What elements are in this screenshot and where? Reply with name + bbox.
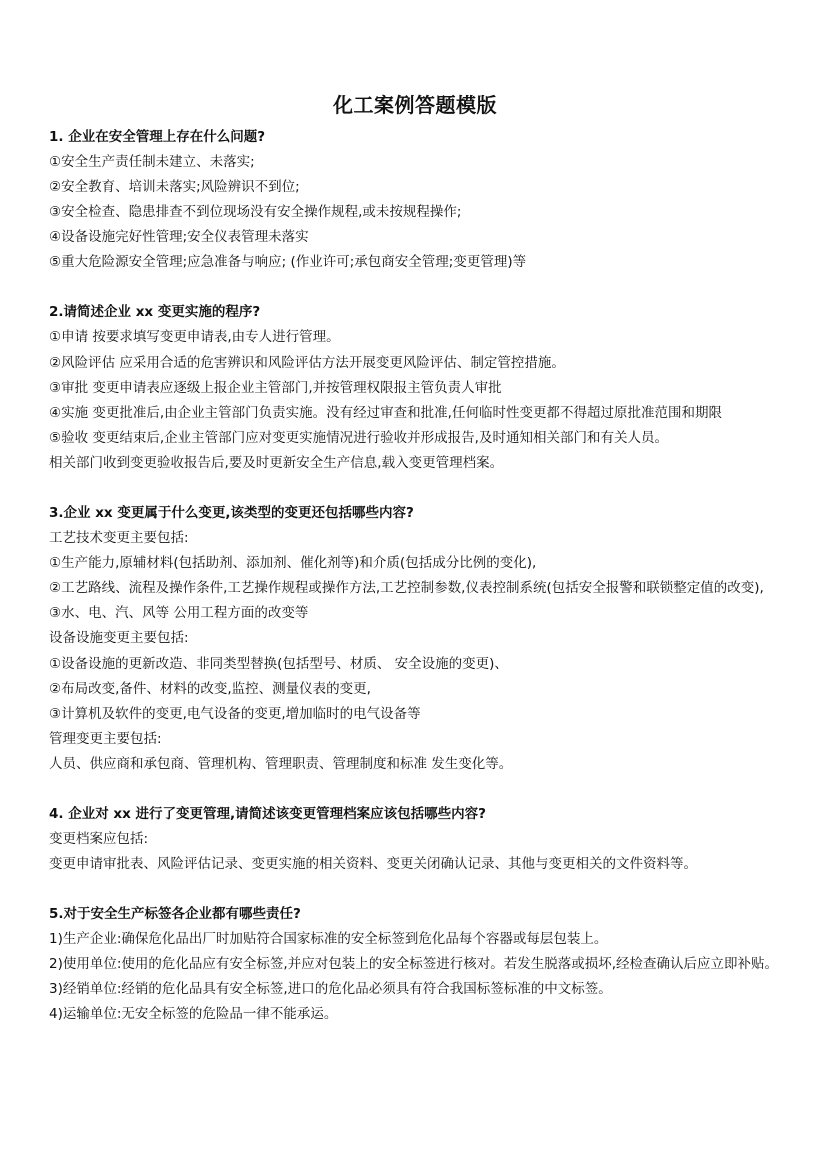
- question-section-2: [49, 300, 785, 476]
- answer-line: ②风险评估 应采用合适的危害辨识和风险评估方法开展变更风险评估、制定管控措施。: [49, 354, 565, 371]
- question-section-4: [49, 802, 785, 877]
- answer-line: ⑤验收 变更结束后,企业主管部门应对变更实施情况进行验收并形成报告,及时通知相关部门和有关人员。: [49, 429, 668, 446]
- answer-line: ④设备设施完好性管理;安全仪表管理未落实: [49, 229, 309, 246]
- question-section-5: [49, 902, 785, 1027]
- answer-line: 变更档案应包括:: [49, 830, 149, 847]
- answer-line: ③安全检查、隐患排查不到位现场没有安全操作规程,或未按规程操作;: [49, 204, 462, 221]
- answer-line: 管理变更主要包括:: [49, 730, 162, 747]
- question-section-3: [49, 501, 785, 777]
- answer-line: ③水、电、汽、风等 公用工程方面的改变等: [49, 605, 309, 622]
- answer-line: 工艺技术变更主要包括:: [49, 530, 189, 547]
- answer-line: 设备设施变更主要包括:: [49, 630, 189, 647]
- answer-line: ⑤重大危险源安全管理;应急准备与响应; (作业许可;承包商安全管理;变更管理)等: [49, 254, 527, 271]
- answer-line: ③审批 变更申请表应逐级上报企业主管部门,并按管理权限报主管负责人审批: [49, 379, 502, 396]
- answer-line: ②安全教育、培训未落实;风险辨识不到位;: [49, 179, 300, 196]
- answer-line: ①安全生产责任制未建立、未落实;: [49, 154, 255, 170]
- answer-line: ①申请 按要求填写变更申请表,由专人进行管理。: [49, 329, 340, 346]
- answer-line: 1)生产企业:确保危化品出厂时加贴符合国家标准的安全标签到危化品每个容器或每层包装上。: [49, 931, 608, 948]
- document-title: 化工案例答题模版: [333, 93, 497, 117]
- document-body: [49, 125, 785, 1028]
- answer-line: 人员、供应商和承包商、管理机构、管理职责、管理制度和标准 发生变化等。: [49, 755, 513, 772]
- answer-line: ②布局改变,备件、材料的改变,监控、测量仪表的变更,: [49, 680, 371, 697]
- answer-line: ③计算机及软件的变更,电气设备的变更,增加临时的电气设备等: [49, 705, 421, 722]
- question-heading: 4. 企业对 xx 进行了变更管理,请简述该变更管理档案应该包括哪些内容?: [49, 805, 486, 822]
- answer-line: ②工艺路线、流程及操作条件,工艺操作规程或操作方法,工艺控制参数,仪表控制系统(包括安全报警和联锁整定值的改变),: [49, 580, 764, 597]
- answer-line: 相关部门收到变更验收报告后,要及时更新安全生产信息,载入变更管理档案。: [49, 454, 504, 471]
- question-heading: 1. 企业在安全管理上存在什么问题?: [49, 129, 266, 145]
- answer-line: ④实施 变更批准后,由企业主管部门负责实施。没有经过审查和批准,任何临时性变更都不得超过原批准范围和期限: [49, 404, 722, 421]
- question-section-1: [49, 125, 785, 275]
- answer-line: 4)运输单位:无安全标签的危险品一律不能承运。: [49, 1006, 338, 1023]
- question-heading: 2.请简述企业 xx 变更实施的程序?: [49, 304, 261, 321]
- question-heading: 5.对于安全生产标签各企业都有哪些责任?: [49, 906, 301, 923]
- answer-line: ①设备设施的更新改造、非同类型替换(包括型号、材质、 安全设施的变更)、: [49, 655, 508, 672]
- answer-line: ①生产能力,原辅材料(包括助剂、添加剂、催化剂等)和介质(包括成分比例的变化),: [49, 555, 537, 572]
- answer-line: 2)使用单位:使用的危化品应有安全标签,并应对包装上的安全标签进行核对。若发生脱落或损坏,经检查确认后应立即补贴。: [49, 956, 778, 973]
- answer-line: 变更申请审批表、风险评估记录、变更实施的相关资料、变更关闭确认记录、其他与变更相关的文件资料等。: [49, 856, 697, 873]
- question-heading: 3.企业 xx 变更属于什么变更,该类型的变更还包括哪些内容?: [49, 505, 414, 522]
- answer-line: 3)经销单位:经销的危化品具有安全标签,进口的危化品必须具有符合我国标签标准的中文标签。: [49, 981, 612, 998]
